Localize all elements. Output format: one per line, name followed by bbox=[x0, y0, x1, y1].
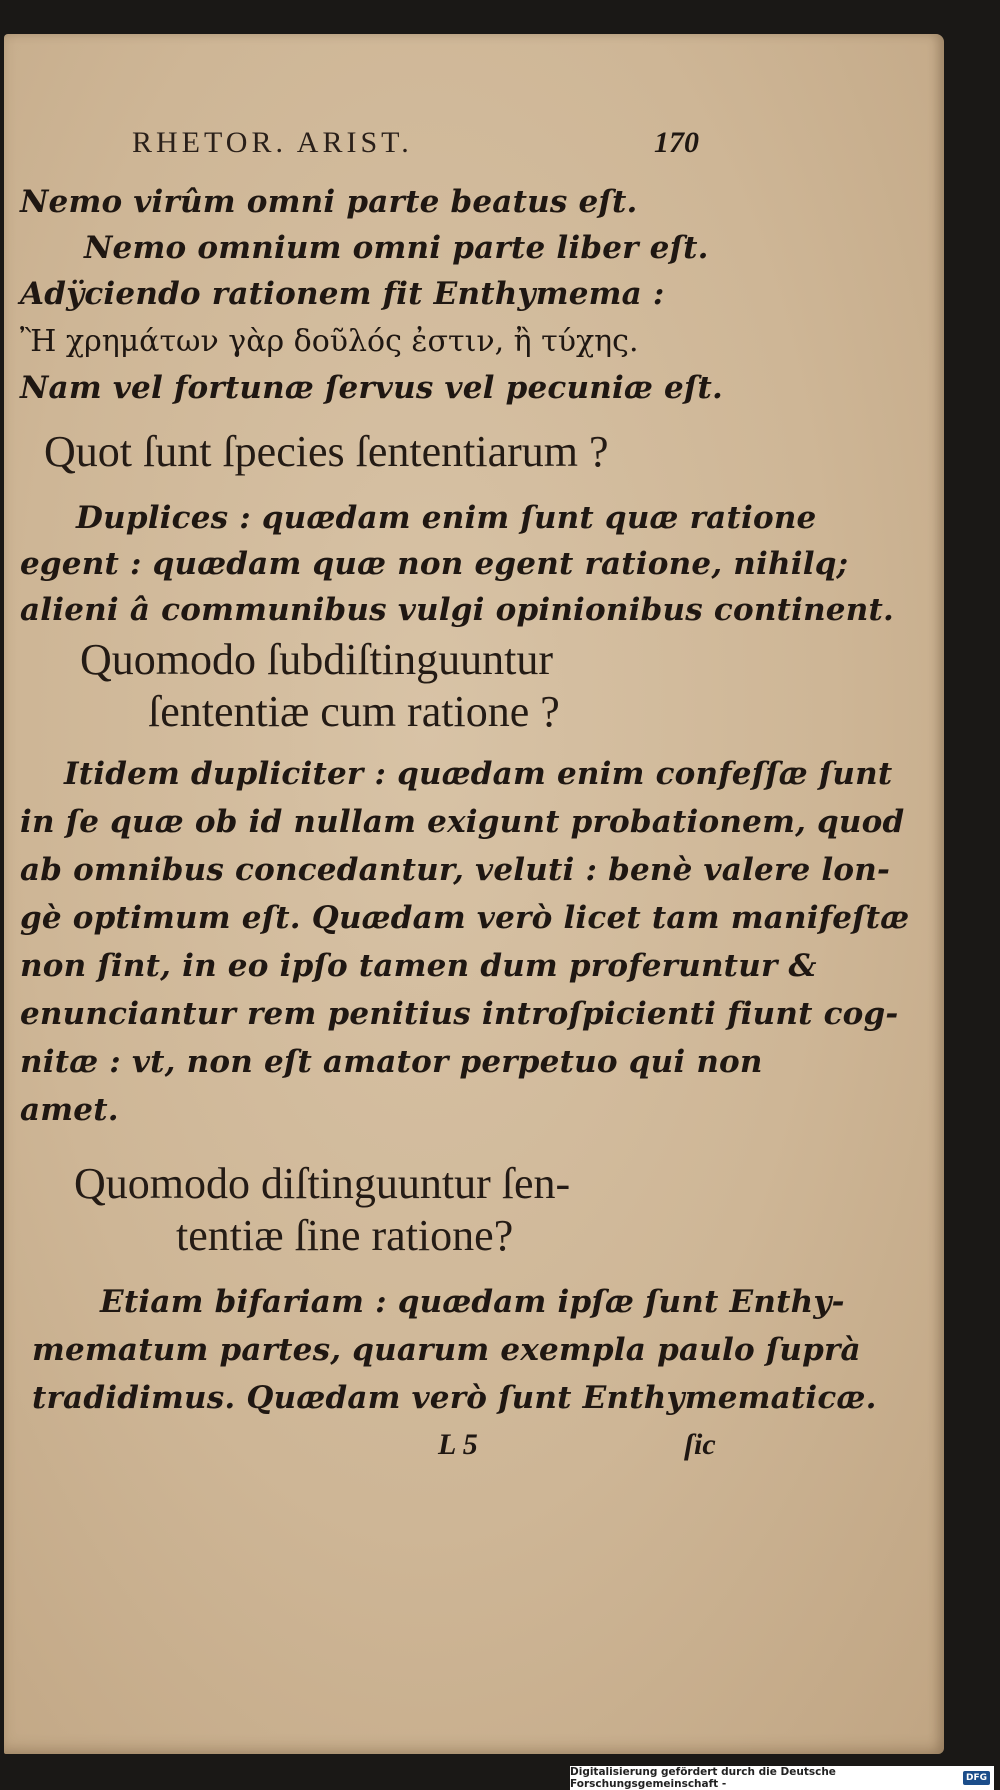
text-line: Etiam bifariam : quædam ipſæ ſunt Enthy- bbox=[100, 1284, 845, 1320]
question-heading: Quomodo diſtinguuntur ſen- bbox=[74, 1159, 571, 1208]
question-heading: tentiæ ſine ratione? bbox=[176, 1211, 514, 1260]
text-line: enunciantur rem penitius introſpicienti fiunt cog- bbox=[20, 996, 899, 1032]
text-line: egent : quædam quæ non egent ratione, nihilq; bbox=[20, 546, 849, 582]
text-line: alieni â communibus vulgi opinionibus continent. bbox=[20, 592, 894, 628]
dfg-logo-icon: DFG bbox=[963, 1771, 990, 1785]
credit-text: Digitalisierung gefördert durch die Deutsche Forschungsgemeinschaft - bbox=[570, 1766, 836, 1790]
text-line: tradidimus. Quædam verò ſunt Enthymematicæ. bbox=[32, 1380, 877, 1416]
signature-mark: L 5 bbox=[438, 1428, 478, 1461]
text-line: Nemo omnium omni parte liber eſt. bbox=[84, 230, 709, 266]
text-line: ab omnibus concedantur, veluti : benè valere lon- bbox=[20, 852, 891, 888]
text-line: Itidem dupliciter : quædam enim confeſſæ ſunt bbox=[64, 756, 893, 792]
text-line: Nam vel fortunæ ſervus vel pecuniæ eſt. bbox=[20, 370, 723, 406]
text-line: in ſe quæ ob id nullam exigunt probationem, quod bbox=[20, 804, 905, 840]
book-page bbox=[4, 34, 944, 1754]
question-heading: Quomodo ſubdiſtinguuntur bbox=[80, 635, 553, 684]
text-line: gè optimum eſt. Quædam verò licet tam manifeſtæ bbox=[20, 900, 910, 936]
text-line: Adÿciendo rationem fit Enthymema : bbox=[20, 276, 665, 312]
question-heading: ſententiæ cum ratione ? bbox=[148, 687, 560, 736]
text-line: Nemo virûm omni parte beatus eſt. bbox=[20, 184, 638, 220]
text-line: nitæ : vt, non eſt amator perpetuo qui non bbox=[20, 1044, 763, 1080]
text-line: non ſint, in eo ipſo tamen dum proferuntur & bbox=[20, 948, 817, 984]
text-line: mematum partes, quarum exempla paulo ſuprà bbox=[32, 1332, 861, 1368]
catchword: ſic bbox=[684, 1428, 716, 1461]
running-head: RHETOR. ARIST. bbox=[132, 126, 413, 159]
text-line: Duplices : quædam enim ſunt quæ ratione bbox=[76, 500, 817, 536]
page-number: 170 bbox=[654, 126, 699, 159]
question-heading: Quot ſunt ſpecies ſententiarum ? bbox=[44, 427, 609, 476]
greek-line: Ἢ χρημάτων γὰρ δοῦλός ἐστιν, ἢ τύχης. bbox=[20, 324, 639, 359]
digitization-credit bbox=[570, 1766, 994, 1790]
text-line: amet. bbox=[20, 1092, 119, 1128]
